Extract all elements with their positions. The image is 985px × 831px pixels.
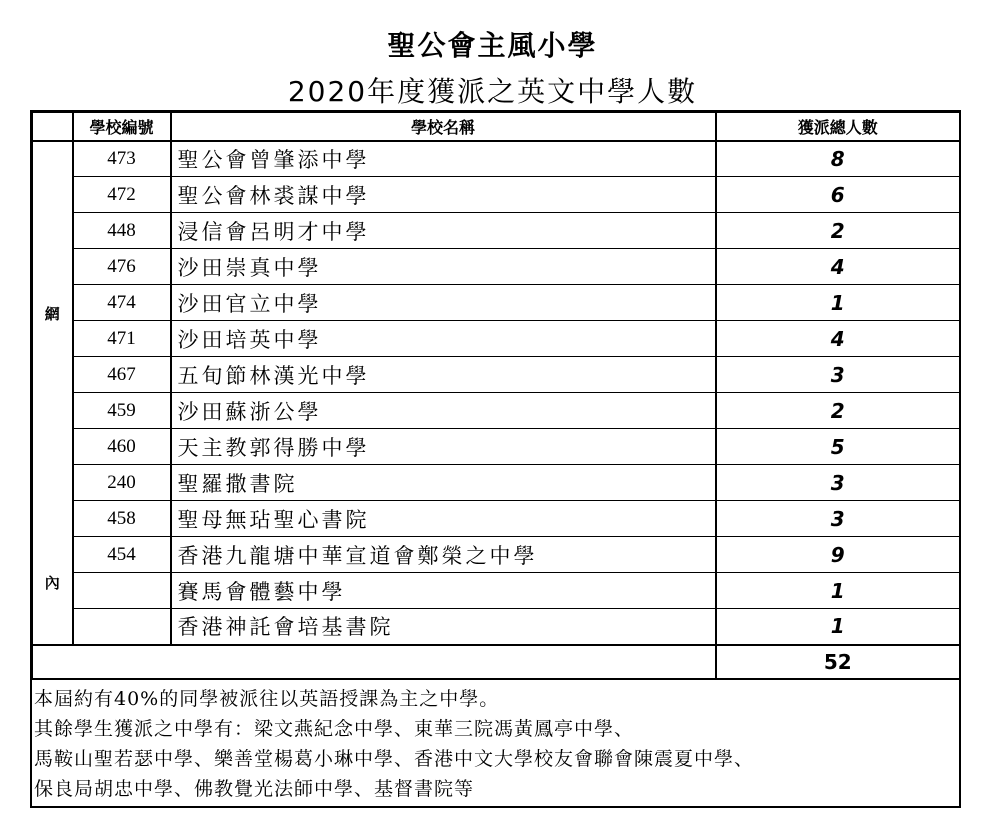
allocation-sheet <box>30 110 961 808</box>
table-row <box>33 321 960 357</box>
school-code: 467 <box>73 357 171 393</box>
total-row <box>33 645 960 679</box>
school-code: 448 <box>73 213 171 249</box>
header-allocated-count: 獲派總人數 <box>716 113 960 141</box>
school-name: 沙田蘇浙公學 <box>171 393 716 429</box>
header-school-name: 學校名稱 <box>171 113 716 141</box>
allocated-count: 3 <box>716 357 960 393</box>
notes-section <box>32 680 959 806</box>
total-count: 52 <box>716 645 960 679</box>
allocated-count: 4 <box>716 249 960 285</box>
table-row <box>33 213 960 249</box>
in-net-label-top: 網 <box>44 304 60 323</box>
header-blank-cell <box>33 113 73 141</box>
table-row <box>33 573 960 609</box>
school-code: 472 <box>73 177 171 213</box>
school-name: 五旬節林漢光中學 <box>171 357 716 393</box>
school-name: 聖公會林裘謀中學 <box>171 177 716 213</box>
school-code <box>73 609 171 645</box>
school-code: 458 <box>73 501 171 537</box>
allocated-count: 1 <box>716 285 960 321</box>
school-code: 471 <box>73 321 171 357</box>
allocated-count: 3 <box>716 501 960 537</box>
table-row <box>33 177 960 213</box>
note-line: 其餘學生獲派之中學有：梁文燕紀念中學、東華三院馮黃鳳亭中學、 <box>34 717 635 740</box>
header-school-code: 學校編號 <box>73 113 171 141</box>
table-row <box>33 465 960 501</box>
table-header-row <box>33 113 960 141</box>
allocation-table <box>32 112 960 680</box>
allocated-count: 9 <box>716 537 960 573</box>
school-name: 賽馬會體藝中學 <box>171 573 716 609</box>
allocated-count: 2 <box>716 213 960 249</box>
allocated-count: 6 <box>716 177 960 213</box>
allocated-count: 1 <box>716 573 960 609</box>
allocated-count: 5 <box>716 429 960 465</box>
allocated-count: 8 <box>716 141 960 177</box>
table-row <box>33 501 960 537</box>
page-title: 聖公會主風小學 <box>387 29 598 62</box>
allocated-count: 3 <box>716 465 960 501</box>
table-body <box>33 141 960 679</box>
school-code: 474 <box>73 285 171 321</box>
school-code: 460 <box>73 429 171 465</box>
school-code <box>73 573 171 609</box>
table-row <box>33 285 960 321</box>
school-name: 聖羅撒書院 <box>171 465 716 501</box>
in-net-label <box>33 141 73 645</box>
page-subtitle: 2020年度獲派之英文中學人數 <box>287 75 698 108</box>
in-net-label-bottom: 內 <box>44 573 60 592</box>
school-code: 459 <box>73 393 171 429</box>
school-code: 476 <box>73 249 171 285</box>
school-name: 天主教郭得勝中學 <box>171 429 716 465</box>
table-row <box>33 429 960 465</box>
table-row <box>33 249 960 285</box>
allocated-count: 4 <box>716 321 960 357</box>
table-row <box>33 357 960 393</box>
school-name: 香港九龍塘中華宣道會鄭榮之中學 <box>171 537 716 573</box>
note-line: 本屆約有40%的同學被派往以英語授課為主之中學。 <box>34 687 500 710</box>
allocated-count: 1 <box>716 609 960 645</box>
school-code: 454 <box>73 537 171 573</box>
table-row <box>33 393 960 429</box>
school-name: 沙田官立中學 <box>171 285 716 321</box>
school-name: 聖公會曾肇添中學 <box>171 141 716 177</box>
school-name: 浸信會呂明才中學 <box>171 213 716 249</box>
school-code: 240 <box>73 465 171 501</box>
school-code: 473 <box>73 141 171 177</box>
school-name: 沙田崇真中學 <box>171 249 716 285</box>
allocated-count: 2 <box>716 393 960 429</box>
note-line: 保良局胡忠中學、佛教覺光法師中學、基督書院等 <box>34 777 475 800</box>
note-line: 馬鞍山聖若瑟中學、樂善堂楊葛小琳中學、香港中文大學校友會聯會陳震夏中學、 <box>34 747 755 770</box>
total-label-cell <box>33 645 716 679</box>
table-row <box>33 537 960 573</box>
table-row <box>33 609 960 645</box>
school-name: 香港神託會培基書院 <box>171 609 716 645</box>
school-name: 聖母無玷聖心書院 <box>171 501 716 537</box>
school-name: 沙田培英中學 <box>171 321 716 357</box>
table-row <box>33 141 960 177</box>
